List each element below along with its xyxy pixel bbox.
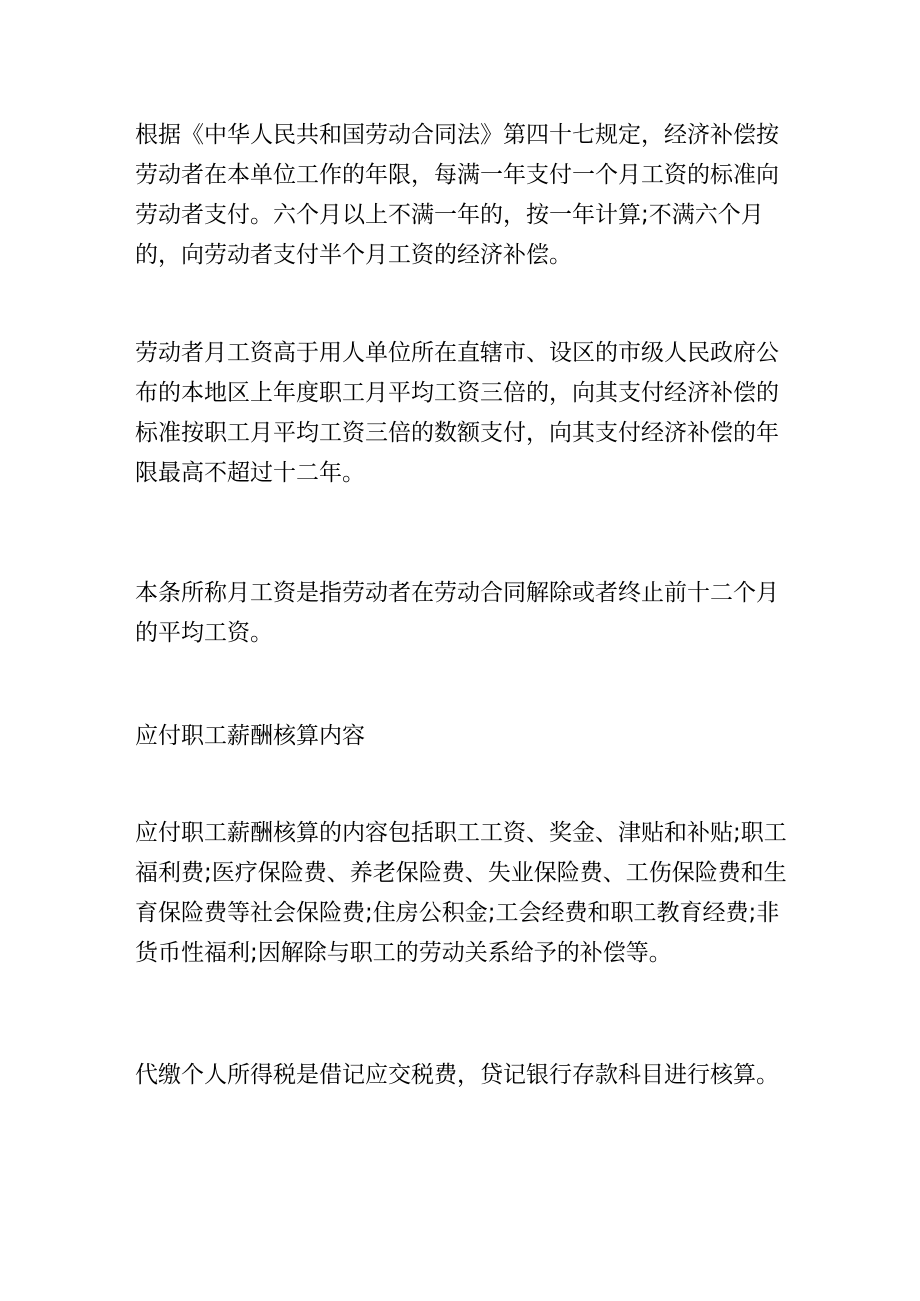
paragraph-income-tax-withholding: 代缴个人所得税是借记应交税费，贷记银行存款科目进行核算。 bbox=[135, 1062, 779, 1088]
section-heading-payroll-accounting: 应付职工薪酬核算内容 bbox=[135, 723, 365, 749]
paragraph-severance-rule: 根据《中华人民共和国劳动合同法》第四十七规定，经济补偿按劳动者在本单位工作的年限，每满一年支付一个月工资的标准向劳动者支付。六个月以上不满一年的，按一年计算;不满六个月的，向劳动者支付半个月工资的经济补偿。 bbox=[135, 122, 779, 268]
paragraph-high-wage-cap: 劳动者月工资高于用人单位所在直辖市、设区的市级人民政府公布的本地区上年度职工月平均工资三倍的，向其支付经济补偿的标准按职工月平均工资三倍的数额支付，向其支付经济补偿的年限最高不超过十二年。 bbox=[135, 340, 779, 486]
paragraph-payroll-contents: 应付职工薪酬核算的内容包括职工工资、奖金、津贴和补贴;职工福利费;医疗保险费、养老保险费、失业保险费、工伤保险费和生育保险费等社会保险费;住房公积金;工会经费和职工教育经费;非货币性福利;因解除与职工的劳动关系给予的补偿等。 bbox=[135, 820, 787, 966]
paragraph-monthly-wage-definition: 本条所称月工资是指劳动者在劳动合同解除或者终止前十二个月的平均工资。 bbox=[135, 580, 779, 646]
